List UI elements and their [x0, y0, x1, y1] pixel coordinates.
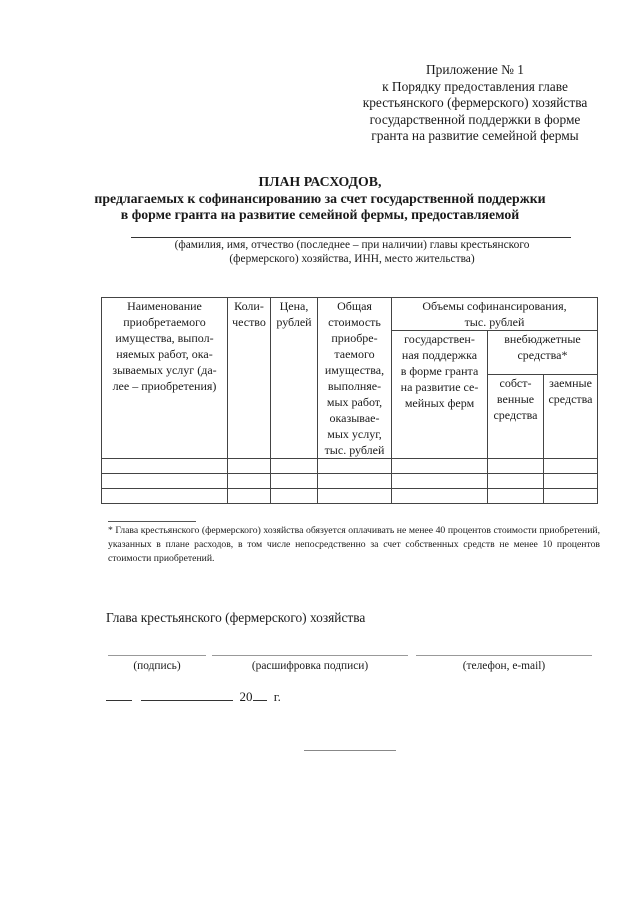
title-line: предлагаемых к софинансированию за счет государственной поддержки: [94, 190, 546, 206]
footnote-separator: [108, 521, 196, 522]
table-cell[interactable]: [228, 489, 271, 504]
bottom-separator: [304, 750, 396, 751]
table-cell[interactable]: [102, 489, 228, 504]
month-field[interactable]: [141, 688, 233, 701]
year-field[interactable]: [253, 688, 267, 701]
header-own-funds: собст- венные средства: [488, 375, 544, 459]
table-row: [102, 489, 598, 504]
appendix-line: крестьянского (фермерского) хозяйства: [362, 95, 588, 111]
document-title: [80, 174, 560, 224]
table-cell[interactable]: [228, 459, 271, 474]
table-cell[interactable]: [318, 474, 392, 489]
table-cell[interactable]: [488, 474, 544, 489]
appendix-line: государственной поддержки в форме: [369, 111, 581, 127]
header-name: Наименование приобретаемого имущества, выпол- няемых работ, ока- зываемых услуг (да- лее – приобретения): [102, 298, 228, 459]
day-field[interactable]: [106, 688, 132, 701]
table-cell[interactable]: [392, 489, 488, 504]
signature-field[interactable]: [108, 655, 206, 656]
table-cell[interactable]: [102, 459, 228, 474]
applicant-name-caption: [110, 238, 594, 267]
table-cell[interactable]: [544, 474, 598, 489]
table-row: [102, 459, 598, 474]
signature-caption: (подпись): [133, 660, 181, 672]
table-cell[interactable]: [392, 459, 488, 474]
header-state-support: государствен- ная поддержка в форме гранта на развитие се- мейных ферм: [392, 331, 488, 459]
appendix-line: гранта на развитие семейной фермы: [371, 128, 579, 144]
date-line: [106, 688, 281, 705]
table-cell[interactable]: [102, 474, 228, 489]
table-cell[interactable]: [271, 489, 318, 504]
table-cell[interactable]: [318, 459, 392, 474]
footnote: * Глава крестьянского (фермерского) хозяйства обязуется оплачивать не менее 40 процентов стоимости приобретений, указанных в плане расходов, в том числе непосредственно за счет собственных средств не менее 10 процентов стоимости приобретений.: [108, 525, 600, 564]
title-main: ПЛАН РАСХОДОВ,: [258, 174, 382, 189]
table-cell[interactable]: [392, 474, 488, 489]
appendix-line: Приложение № 1: [425, 62, 525, 77]
head-signature-label: Глава крестьянского (фермерского) хозяйства: [106, 610, 366, 625]
table-cell[interactable]: [488, 489, 544, 504]
table-row: [102, 474, 598, 489]
appendix-line: к Порядку предоставления главе: [382, 78, 568, 94]
caption-line: (фермерского) хозяйства, ИНН, место жительства): [229, 253, 475, 266]
header-price: Цена, рублей: [271, 298, 318, 459]
phone-email-field[interactable]: [416, 655, 592, 656]
signature-decoding-field[interactable]: [212, 655, 408, 656]
header-cofinancing-volumes: Объемы софинансирования, тыс. рублей: [392, 298, 598, 331]
table-cell[interactable]: [544, 489, 598, 504]
signature-decoding-caption: (расшифровка подписи): [251, 660, 369, 672]
table-cell[interactable]: [271, 474, 318, 489]
header-borrowed-funds: заемные средства: [544, 375, 598, 459]
expense-plan-table: [101, 297, 598, 504]
table-cell[interactable]: [544, 459, 598, 474]
table-cell[interactable]: [271, 459, 318, 474]
table-cell[interactable]: [488, 459, 544, 474]
header-offbudget-funds: внебюджетные средства*: [488, 331, 598, 375]
phone-email-caption: (телефон, e-mail): [462, 660, 546, 672]
title-line: в форме гранта на развитие семейной фермы, предоставляемой: [120, 207, 520, 223]
header-quantity: Коли- чество: [228, 298, 271, 459]
caption-line: (фамилия, имя, отчество (последнее – при наличии) главы крестьянского: [174, 239, 530, 251]
year-prefix: 20: [239, 689, 253, 704]
year-suffix: г.: [273, 689, 281, 704]
table-cell[interactable]: [318, 489, 392, 504]
header-total-cost: Общая стоимость приобре- таемого имущества, выполняе- мых работ, оказывае- мых услуг, тыс. рублей: [318, 298, 392, 459]
appendix-header: [345, 62, 605, 145]
table-cell[interactable]: [228, 474, 271, 489]
